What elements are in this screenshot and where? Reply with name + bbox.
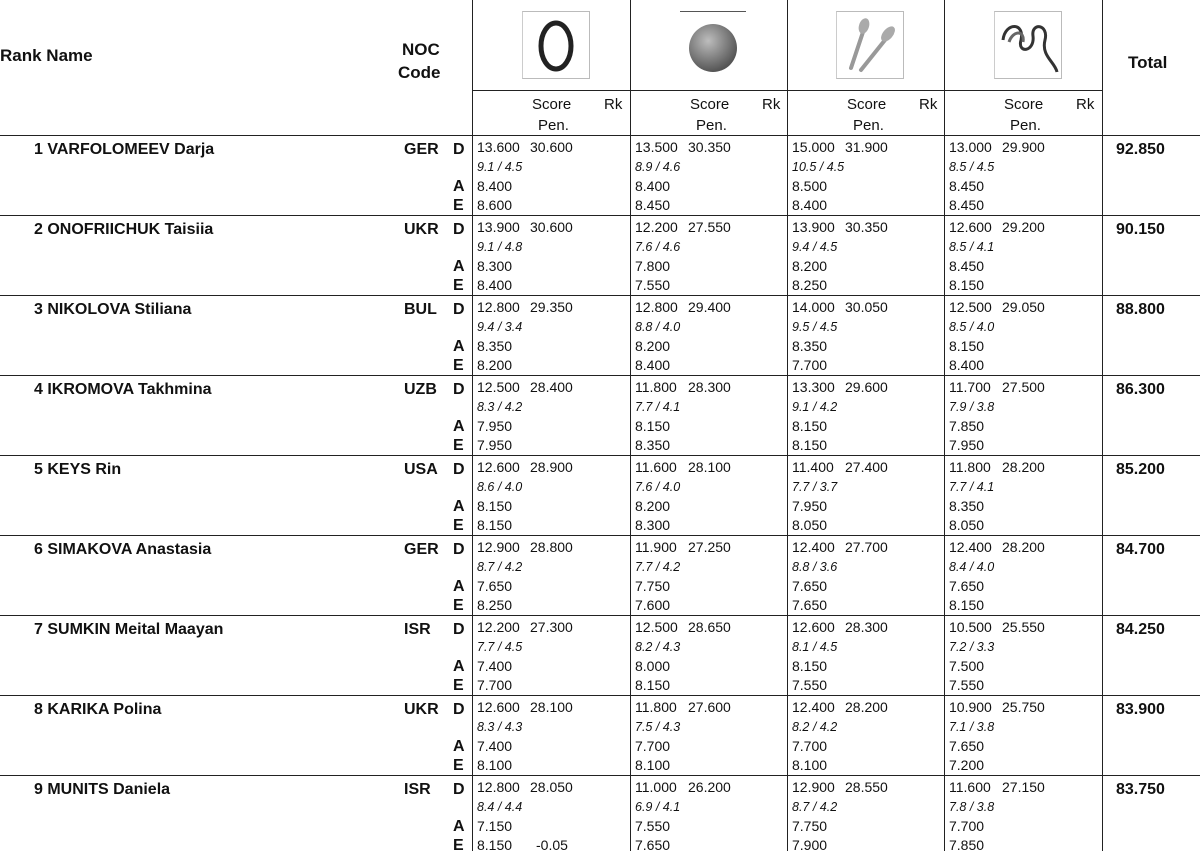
noc-code: UKR (404, 701, 439, 718)
a-score: 8.200 (792, 258, 828, 274)
noc-code: GER (404, 541, 439, 558)
total-score: 85.200 (1116, 461, 1165, 478)
difficulty-body-apparatus-value: 7.8 / 3.8 (949, 800, 995, 814)
apparatus-score: 27.250 (688, 539, 731, 555)
difficulty-body-apparatus-value: 8.3 / 4.3 (477, 720, 523, 734)
apparatus-score: 29.350 (530, 299, 573, 315)
difficulty-body-apparatus-value: 8.4 / 4.4 (477, 800, 523, 814)
e-score: 7.700 (792, 357, 828, 373)
total-score: 88.800 (1116, 301, 1165, 318)
apparatus-score: 28.900 (530, 459, 573, 475)
penalty: -0.05 (536, 837, 568, 853)
e-label: E (453, 677, 464, 694)
d-label: D (453, 381, 465, 398)
pen-header: Pen. (538, 117, 569, 134)
a-score: 7.500 (949, 658, 985, 674)
apparatus-score: 27.700 (845, 539, 888, 555)
difficulty-body-apparatus-value: 8.2 / 4.2 (792, 720, 838, 734)
e-score: 8.400 (792, 197, 828, 213)
d-score: 11.900 (635, 539, 677, 555)
difficulty-body-apparatus-value: 7.7 / 4.1 (949, 480, 995, 494)
d-score: 13.500 (635, 139, 678, 155)
ball-icon (680, 11, 746, 78)
difficulty-body-apparatus-value: 8.8 / 4.0 (635, 320, 681, 334)
total-score: 84.700 (1116, 541, 1165, 558)
a-score: 8.150 (792, 658, 828, 674)
score-header: Score (532, 96, 572, 113)
e-score: 8.250 (792, 277, 828, 293)
noc-header: NOC (402, 40, 440, 59)
header-divider (472, 90, 1102, 91)
difficulty-body-apparatus-value: 8.9 / 4.6 (635, 160, 681, 174)
d-score: 12.800 (635, 299, 678, 315)
athlete-rank-name: 7 SUMKIN Meital Maayan (34, 621, 224, 638)
total-score: 83.750 (1116, 781, 1165, 798)
e-score: 7.650 (635, 837, 671, 853)
apparatus-score: 27.500 (1002, 379, 1045, 395)
d-score: 12.800 (477, 779, 520, 795)
row-divider (0, 215, 1200, 216)
apparatus-score: 28.100 (530, 699, 573, 715)
e-label: E (453, 757, 464, 774)
row-divider (0, 615, 1200, 616)
a-score: 8.200 (635, 338, 671, 354)
d-label: D (453, 301, 465, 318)
a-score: 8.350 (477, 338, 513, 354)
e-score: 7.850 (949, 837, 985, 853)
apparatus-score: 25.750 (1002, 699, 1045, 715)
a-score: 8.150 (949, 338, 985, 354)
a-score: 8.000 (635, 658, 671, 674)
e-score: 8.450 (635, 197, 671, 213)
a-score: 8.150 (477, 498, 513, 514)
a-label: A (453, 578, 465, 595)
a-score: 7.150 (477, 818, 513, 834)
d-score: 11.700 (949, 379, 991, 395)
a-score: 7.950 (477, 418, 513, 434)
d-score: 11.800 (635, 379, 677, 395)
e-score: 7.550 (792, 677, 828, 693)
apparatus-score: 28.300 (845, 619, 888, 635)
d-label: D (453, 541, 465, 558)
d-score: 13.900 (792, 219, 835, 235)
apparatus-score: 28.300 (688, 379, 731, 395)
a-label: A (453, 658, 465, 675)
d-score: 12.600 (792, 619, 835, 635)
e-label: E (453, 277, 464, 294)
a-label: A (453, 338, 465, 355)
row-divider (0, 375, 1200, 376)
total-header: Total (1128, 53, 1168, 72)
total-score: 86.300 (1116, 381, 1165, 398)
apparatus-score: 28.200 (1002, 459, 1045, 475)
d-score: 11.800 (635, 699, 677, 715)
a-score: 8.150 (635, 418, 671, 434)
e-score: 8.100 (477, 757, 513, 773)
apparatus-score: 30.050 (845, 299, 888, 315)
d-score: 13.300 (792, 379, 835, 395)
e-score: 8.400 (477, 277, 513, 293)
e-score: 7.700 (477, 677, 513, 693)
difficulty-body-apparatus-value: 8.4 / 4.0 (949, 560, 995, 574)
difficulty-body-apparatus-value: 7.7 / 3.7 (792, 480, 838, 494)
d-score: 12.400 (792, 699, 835, 715)
pen-header: Pen. (853, 117, 884, 134)
e-score: 8.400 (635, 357, 671, 373)
difficulty-body-apparatus-value: 7.1 / 3.8 (949, 720, 995, 734)
d-label: D (453, 141, 465, 158)
d-score: 11.600 (949, 779, 991, 795)
a-score: 8.400 (477, 178, 513, 194)
d-score: 10.500 (949, 619, 992, 635)
d-score: 12.900 (477, 539, 520, 555)
e-score: 8.150 (635, 677, 671, 693)
d-score: 12.900 (792, 779, 835, 795)
rank-name-header: Rank Name (0, 46, 93, 65)
difficulty-body-apparatus-value: 7.7 / 4.5 (477, 640, 523, 654)
row-divider (0, 695, 1200, 696)
d-score: 12.200 (477, 619, 520, 635)
a-score: 7.650 (949, 738, 985, 754)
apparatus-score: 30.600 (530, 139, 573, 155)
d-score: 11.600 (635, 459, 677, 475)
d-score: 11.400 (792, 459, 834, 475)
d-score: 12.600 (477, 459, 520, 475)
noc-code: USA (404, 461, 438, 478)
a-score: 7.400 (477, 658, 513, 674)
e-score: 8.100 (792, 757, 828, 773)
total-score: 83.900 (1116, 701, 1165, 718)
clubs-icon (836, 11, 904, 79)
e-score: 8.100 (635, 757, 671, 773)
apparatus-score: 27.600 (688, 699, 731, 715)
e-score: 7.950 (949, 437, 985, 453)
e-score: 7.550 (949, 677, 985, 693)
pen-header: Pen. (1010, 117, 1041, 134)
a-label: A (453, 498, 465, 515)
total-score: 90.150 (1116, 221, 1165, 238)
difficulty-body-apparatus-value: 8.5 / 4.5 (949, 160, 995, 174)
e-score: 8.450 (949, 197, 985, 213)
difficulty-body-apparatus-value: 7.6 / 4.6 (635, 240, 681, 254)
total-score: 92.850 (1116, 141, 1165, 158)
difficulty-body-apparatus-value: 9.5 / 4.5 (792, 320, 838, 334)
difficulty-body-apparatus-value: 9.1 / 4.2 (792, 400, 838, 414)
column-divider (472, 0, 473, 851)
a-label: A (453, 418, 465, 435)
athlete-rank-name: 8 KARIKA Polina (34, 701, 162, 718)
apparatus-score: 28.050 (530, 779, 573, 795)
difficulty-body-apparatus-value: 10.5 / 4.5 (792, 160, 845, 174)
e-score: 8.400 (949, 357, 985, 373)
d-label: D (453, 781, 465, 798)
difficulty-body-apparatus-value: 8.3 / 4.2 (477, 400, 523, 414)
d-score: 12.400 (792, 539, 835, 555)
a-score: 7.800 (635, 258, 671, 274)
difficulty-body-apparatus-value: 7.5 / 4.3 (635, 720, 681, 734)
difficulty-body-apparatus-value: 7.6 / 4.0 (635, 480, 681, 494)
rk-header: Rk (604, 96, 623, 113)
a-score: 7.750 (792, 818, 828, 834)
e-score: 7.650 (792, 597, 828, 613)
apparatus-score: 28.400 (530, 379, 573, 395)
column-divider (1102, 0, 1103, 851)
rk-header: Rk (1076, 96, 1095, 113)
a-score: 7.400 (477, 738, 513, 754)
hoop-icon (522, 11, 590, 79)
e-score: 8.350 (635, 437, 671, 453)
ribbon-icon (994, 11, 1062, 79)
apparatus-score: 29.900 (1002, 139, 1045, 155)
difficulty-body-apparatus-value: 8.7 / 4.2 (477, 560, 523, 574)
e-score: 7.600 (635, 597, 671, 613)
apparatus-score: 30.600 (530, 219, 573, 235)
apparatus-score: 27.150 (1002, 779, 1045, 795)
score-header: Score (1004, 96, 1044, 113)
a-score: 8.500 (792, 178, 828, 194)
column-divider (630, 0, 631, 851)
e-label: E (453, 197, 464, 214)
difficulty-body-apparatus-value: 6.9 / 4.1 (635, 800, 681, 814)
e-score: 7.950 (477, 437, 513, 453)
e-label: E (453, 517, 464, 534)
difficulty-body-apparatus-value: 8.7 / 4.2 (792, 800, 838, 814)
apparatus-score: 29.400 (688, 299, 731, 315)
a-score: 8.450 (949, 178, 985, 194)
apparatus-score: 28.100 (688, 459, 731, 475)
d-label: D (453, 701, 465, 718)
apparatus-score: 31.900 (845, 139, 888, 155)
score-header: Score (690, 96, 730, 113)
difficulty-body-apparatus-value: 9.4 / 4.5 (792, 240, 838, 254)
a-score: 7.650 (949, 578, 985, 594)
apparatus-score: 30.350 (688, 139, 731, 155)
noc-code: ISR (404, 781, 431, 798)
d-score: 12.400 (949, 539, 992, 555)
a-score: 8.150 (792, 418, 828, 434)
e-score: 8.150 (949, 597, 985, 613)
a-score: 8.200 (635, 498, 671, 514)
score-header: Score (847, 96, 887, 113)
a-score: 7.700 (949, 818, 985, 834)
noc-code: UZB (404, 381, 437, 398)
a-score: 8.450 (949, 258, 985, 274)
a-label: A (453, 738, 465, 755)
e-score: 8.050 (792, 517, 828, 533)
noc-code: ISR (404, 621, 431, 638)
a-score: 7.750 (635, 578, 671, 594)
e-label: E (453, 597, 464, 614)
apparatus-score: 28.800 (530, 539, 573, 555)
a-score: 7.550 (635, 818, 671, 834)
e-score: 8.150 (792, 437, 828, 453)
apparatus-score: 28.550 (845, 779, 888, 795)
apparatus-score: 27.300 (530, 619, 573, 635)
d-score: 14.000 (792, 299, 835, 315)
apparatus-score: 27.550 (688, 219, 731, 235)
e-label: E (453, 437, 464, 454)
a-label: A (453, 818, 465, 835)
d-score: 13.600 (477, 139, 520, 155)
d-score: 12.200 (635, 219, 678, 235)
a-score: 7.700 (792, 738, 828, 754)
apparatus-score: 28.200 (1002, 539, 1045, 555)
d-score: 13.900 (477, 219, 520, 235)
pen-header: Pen. (696, 117, 727, 134)
apparatus-score: 27.400 (845, 459, 888, 475)
d-score: 12.800 (477, 299, 520, 315)
apparatus-score: 28.200 (845, 699, 888, 715)
a-label: A (453, 178, 465, 195)
e-score: 8.150 (477, 837, 513, 853)
e-score: 7.550 (635, 277, 671, 293)
total-score: 84.250 (1116, 621, 1165, 638)
code-header: Code (398, 63, 441, 82)
d-score: 12.500 (635, 619, 678, 635)
column-divider (787, 0, 788, 851)
e-score: 8.600 (477, 197, 513, 213)
row-divider (0, 295, 1200, 296)
a-score: 7.650 (792, 578, 828, 594)
e-score: 8.200 (477, 357, 513, 373)
athlete-rank-name: 9 MUNITS Daniela (34, 781, 171, 798)
d-score: 12.500 (477, 379, 520, 395)
difficulty-body-apparatus-value: 8.5 / 4.1 (949, 240, 995, 254)
difficulty-body-apparatus-value: 8.6 / 4.0 (477, 480, 523, 494)
noc-code: UKR (404, 221, 439, 238)
e-label: E (453, 357, 464, 374)
difficulty-body-apparatus-value: 8.5 / 4.0 (949, 320, 995, 334)
rk-header: Rk (762, 96, 781, 113)
apparatus-score: 29.050 (1002, 299, 1045, 315)
difficulty-body-apparatus-value: 8.2 / 4.3 (635, 640, 681, 654)
a-score: 8.300 (477, 258, 513, 274)
e-score: 8.150 (949, 277, 985, 293)
apparatus-score: 26.200 (688, 779, 731, 795)
d-score: 12.500 (949, 299, 992, 315)
difficulty-body-apparatus-value: 9.1 / 4.5 (477, 160, 523, 174)
a-score: 7.950 (792, 498, 828, 514)
a-label: A (453, 258, 465, 275)
d-score: 11.800 (949, 459, 991, 475)
difficulty-body-apparatus-value: 7.9 / 3.8 (949, 400, 995, 414)
d-label: D (453, 621, 465, 638)
a-score: 8.400 (635, 178, 671, 194)
e-score: 8.150 (477, 517, 513, 533)
noc-code: GER (404, 141, 439, 158)
difficulty-body-apparatus-value: 8.1 / 4.5 (792, 640, 838, 654)
d-score: 10.900 (949, 699, 992, 715)
d-score: 15.000 (792, 139, 835, 155)
row-divider (0, 455, 1200, 456)
a-score: 8.350 (792, 338, 828, 354)
column-divider (944, 0, 945, 851)
d-score: 12.600 (949, 219, 992, 235)
apparatus-score: 25.550 (1002, 619, 1045, 635)
a-score: 7.850 (949, 418, 985, 434)
a-score: 7.700 (635, 738, 671, 754)
apparatus-score: 29.200 (1002, 219, 1045, 235)
difficulty-body-apparatus-value: 7.2 / 3.3 (949, 640, 995, 654)
athlete-rank-name: 4 IKROMOVA Takhmina (34, 381, 212, 398)
d-score: 13.000 (949, 139, 992, 155)
noc-code: BUL (404, 301, 437, 318)
difficulty-body-apparatus-value: 9.1 / 4.8 (477, 240, 523, 254)
athlete-rank-name: 6 SIMAKOVA Anastasia (34, 541, 212, 558)
athlete-rank-name: 1 VARFOLOMEEV Darja (34, 141, 215, 158)
athlete-rank-name: 3 NIKOLOVA Stiliana (34, 301, 192, 318)
e-score: 8.300 (635, 517, 671, 533)
d-label: D (453, 221, 465, 238)
e-score: 7.200 (949, 757, 985, 773)
d-score: 11.000 (635, 779, 677, 795)
row-divider (0, 535, 1200, 536)
rk-header: Rk (919, 96, 938, 113)
d-score: 12.600 (477, 699, 520, 715)
d-label: D (453, 461, 465, 478)
row-divider (0, 775, 1200, 776)
difficulty-body-apparatus-value: 9.4 / 3.4 (477, 320, 523, 334)
difficulty-body-apparatus-value: 8.8 / 3.6 (792, 560, 838, 574)
a-score: 7.650 (477, 578, 513, 594)
apparatus-score: 30.350 (845, 219, 888, 235)
e-label: E (453, 837, 464, 854)
athlete-rank-name: 5 KEYS Rin (34, 461, 122, 478)
e-score: 8.250 (477, 597, 513, 613)
e-score: 7.900 (792, 837, 828, 853)
apparatus-score: 29.600 (845, 379, 888, 395)
difficulty-body-apparatus-value: 7.7 / 4.1 (635, 400, 681, 414)
a-score: 8.350 (949, 498, 985, 514)
athlete-rank-name: 2 ONOFRIICHUK Taisiia (34, 221, 214, 238)
e-score: 8.050 (949, 517, 985, 533)
apparatus-score: 28.650 (688, 619, 731, 635)
row-divider (0, 135, 1200, 136)
difficulty-body-apparatus-value: 7.7 / 4.2 (635, 560, 681, 574)
